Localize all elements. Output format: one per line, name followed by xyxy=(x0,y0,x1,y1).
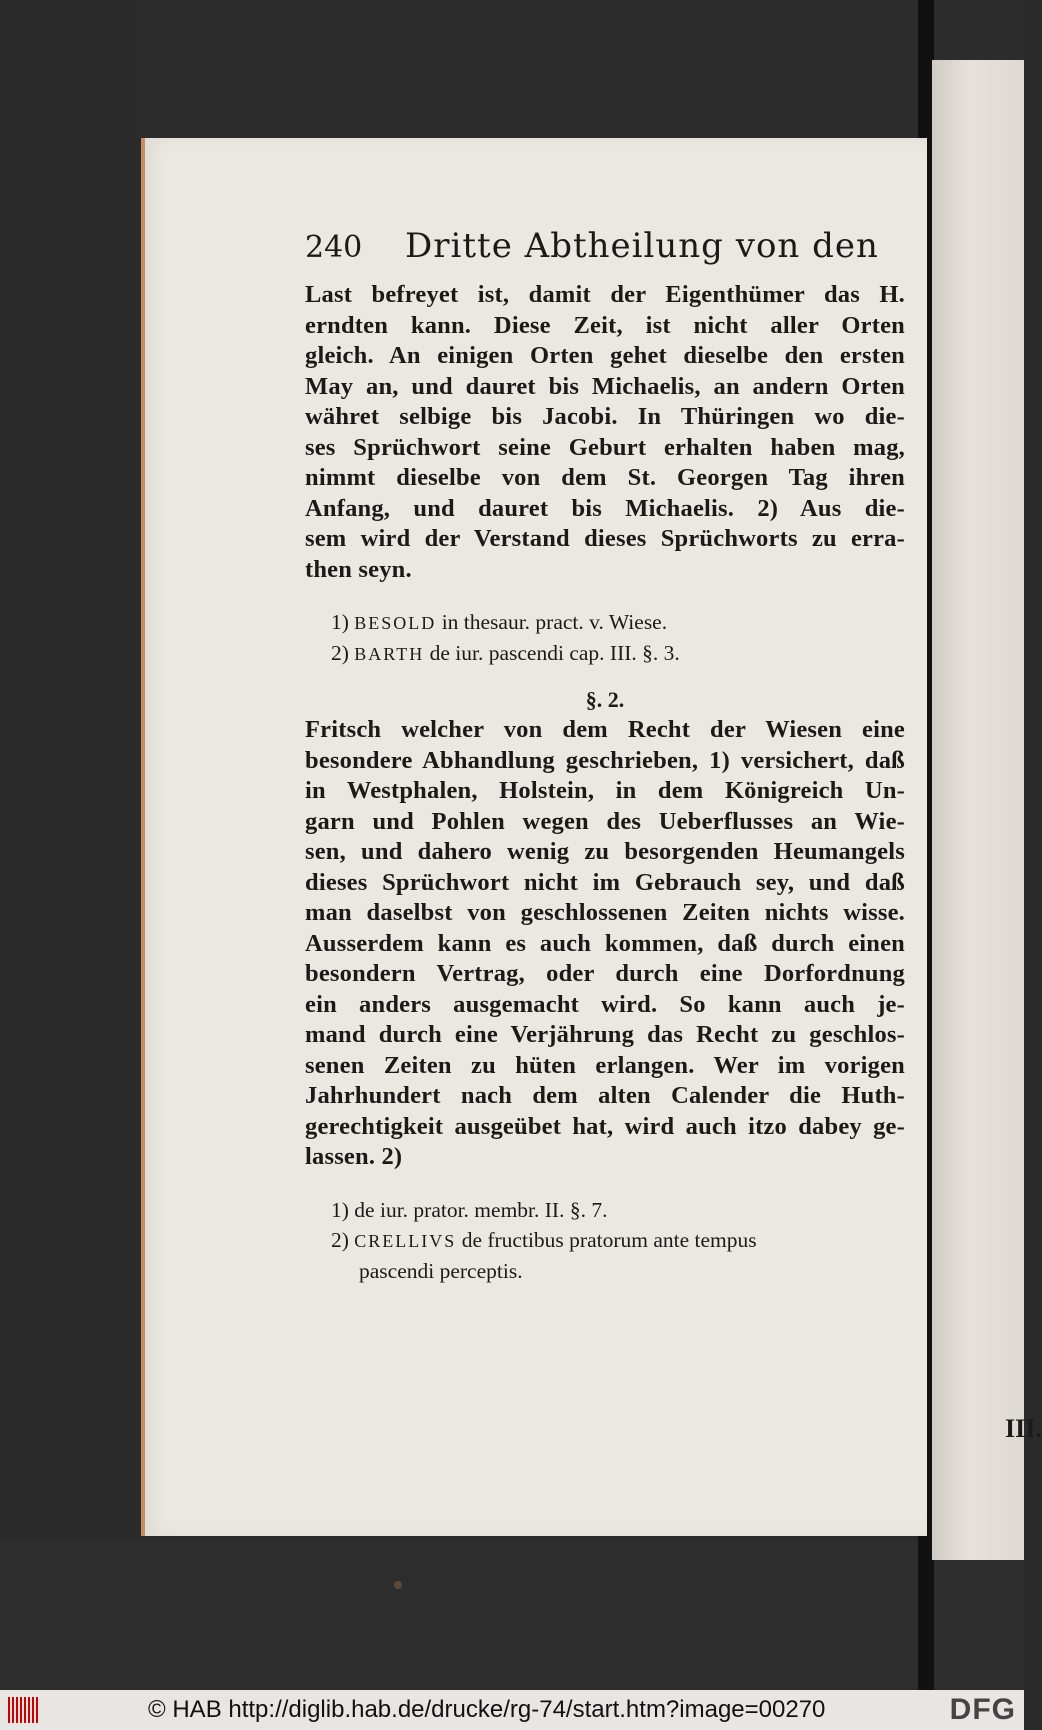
text-line: erndten kann. Diese Zeit, ist nicht aller Orten xyxy=(305,311,905,339)
text-line: besondere Abhandlung geschrieben, 1) versichert, daß xyxy=(305,746,905,774)
footnote-number: 1) xyxy=(331,1197,349,1222)
running-title: Dritte Abtheilung von den xyxy=(405,226,879,266)
text-line: then seyn. xyxy=(305,555,412,583)
text-line: man daselbst von geschlossenen Zeiten nichts wisse. xyxy=(305,899,905,926)
text-line: Jahrhundert nach dem alten Calender die Huth- xyxy=(305,1082,905,1109)
footnote xyxy=(305,1225,905,1256)
footnote xyxy=(305,1195,905,1225)
footnote-text: de iur. prator. membr. II. §. 7. xyxy=(354,1197,608,1222)
footnote-text: in thesaur. pract. v. Wiese. xyxy=(441,610,668,634)
text-line: Last befreyet ist, damit der Eigenthümer das H. xyxy=(305,281,905,308)
paragraph-1 xyxy=(305,280,905,585)
footer-bar xyxy=(0,1690,1024,1730)
page-number: 240 xyxy=(305,230,363,265)
footnote-author: BARTH xyxy=(354,644,425,664)
text-line: gerechtigkeit ausgeübet hat, wird auch itzo dabey ge- xyxy=(305,1112,905,1140)
footnote-text: de iur. pascendi cap. III. §. 3. xyxy=(429,641,680,665)
running-head xyxy=(305,226,905,266)
scan-background-bottom xyxy=(0,1540,1024,1690)
footnote-author: CRELLIVS xyxy=(354,1230,457,1251)
text-line: Anfang, und dauret bis Michaelis. 2) Aus die- xyxy=(305,494,905,522)
footnote-number: 2) xyxy=(331,641,349,665)
page-content xyxy=(305,226,1042,1443)
footnotes-1 xyxy=(305,607,905,669)
text-line: besondern Vertrag, oder durch eine Dorfordnung xyxy=(305,960,905,987)
footnote xyxy=(305,607,905,638)
footnote xyxy=(305,638,905,669)
text-line: senen Zeiten zu hüten erlangen. Wer im vorigen xyxy=(305,1051,905,1079)
text-line: lassen. 2) xyxy=(305,1143,403,1170)
text-line: ses Sprüchwort seine Geburt erhalten haben mag, xyxy=(305,433,905,461)
text-line: währet selbige bis Jacobi. In Thüringen wo die- xyxy=(305,403,905,430)
paragraph-2 xyxy=(305,715,905,1173)
text-line: in Westphalen, Holstein, in dem Königreich Un- xyxy=(305,777,905,804)
text-line: sem wird der Verstand dieses Sprüchworts zu erra- xyxy=(305,525,905,552)
catchword: III. xyxy=(1005,1414,1042,1443)
book-page xyxy=(141,138,1042,1536)
text-line: ein anders ausgemacht wird. So kann auch je- xyxy=(305,990,905,1018)
footnote-author: BESOLD xyxy=(354,613,437,633)
text-line: May an, und dauret bis Michaelis, an andern Orten xyxy=(305,372,905,400)
ink-spot xyxy=(394,1581,402,1589)
dfg-logo: DFG xyxy=(949,1693,1016,1726)
section-heading: §. 2. xyxy=(585,687,625,712)
copyright-url[interactable]: © HAB http://diglib.hab.de/drucke/rg-74/start.htm?image=00270 xyxy=(148,1696,826,1723)
text-line: nimmt dieselbe von dem St. Georgen Tag ihren xyxy=(305,464,905,491)
footnotes-2 xyxy=(305,1195,905,1286)
text-line: dieses Sprüchwort nicht im Gebrauch sey, und daß xyxy=(305,868,905,896)
footnote-number: 2) xyxy=(331,1227,349,1252)
barcode-icon xyxy=(8,1697,38,1723)
text-line: gleich. An einigen Orten gehet dieselbe den ersten xyxy=(305,342,905,369)
text-line: Fritsch welcher von dem Recht der Wiesen eine xyxy=(305,716,905,743)
text-line: sen, und dahero wenig zu besorgenden Heumangels xyxy=(305,838,905,865)
footnote-number: 1) xyxy=(331,610,349,634)
text-line: Ausserdem kann es auch kommen, daß durch einen xyxy=(305,929,905,957)
text-line: mand durch eine Verjährung das Recht zu geschlos- xyxy=(305,1021,905,1048)
footnote-text: de fructibus pratorum ante tempus xyxy=(461,1227,757,1252)
adjacent-page-edge xyxy=(932,60,1024,1560)
scan-background-left xyxy=(0,0,140,1690)
text-line: garn und Pohlen wegen des Ueberflusses an Wie- xyxy=(305,807,905,835)
scan-background-top xyxy=(0,0,1024,140)
footnote-continuation: pascendi perceptis. xyxy=(359,1258,523,1283)
